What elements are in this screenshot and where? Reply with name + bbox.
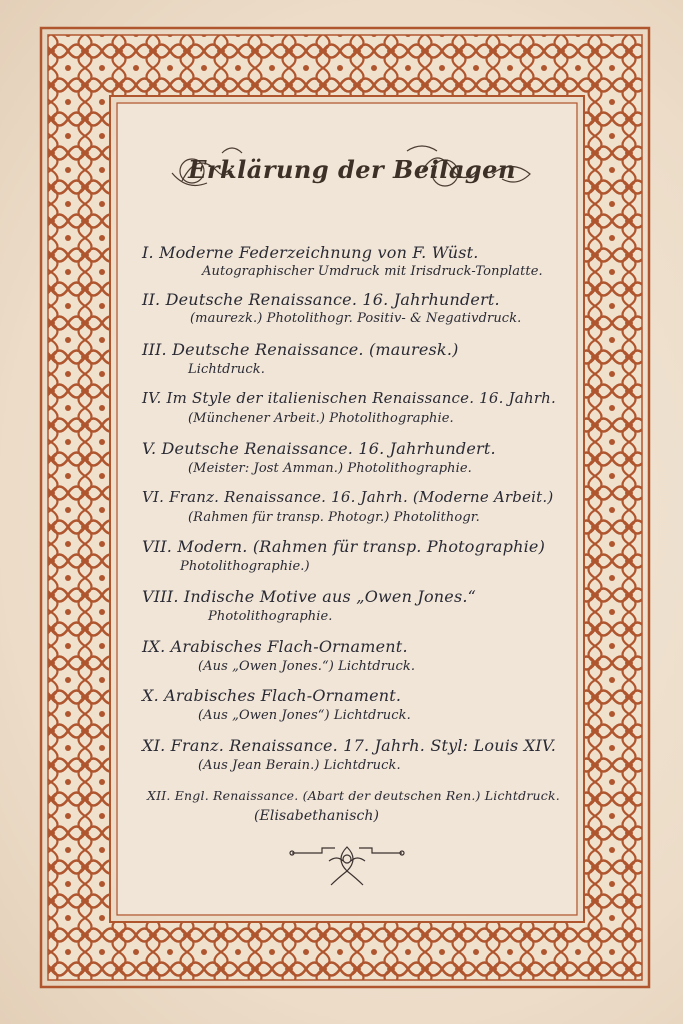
entry-detail: (maurezk.) Photolithogr. Positiv- & Negativdruck.	[190, 311, 522, 326]
entry-detail: (Münchener Arbeit.) Photolithographie.	[188, 411, 454, 426]
entry-heading: II. Deutsche Renaissance. 16. Jahrhundert.	[142, 290, 500, 309]
entry-detail: Photolithographie.)	[180, 559, 310, 574]
entry-detail: (Elisabethanisch)	[254, 808, 380, 824]
entry-detail: Lichtdruck.	[188, 362, 265, 377]
entry-heading: V. Deutsche Renaissance. 16. Jahrhundert.	[142, 439, 496, 458]
entry-heading: IX. Arabisches Flach-Ornament.	[142, 637, 408, 656]
entry-detail: (Aus „Owen Jones.“) Lichtdruck.	[198, 659, 416, 674]
entry-heading: VII. Modern. (Rahmen für transp. Photographie)	[142, 537, 546, 556]
legend-panel	[122, 105, 574, 910]
entry-heading: III. Deutsche Renaissance. (mauresk.)	[142, 340, 459, 359]
page-title: Erklärung der Beilagen	[188, 155, 516, 184]
entry-detail: Autographischer Umdruck mit Irisdruck-Tonplatte.	[202, 264, 543, 279]
closing-vignette-icon	[287, 843, 407, 889]
entry-heading: VI. Franz. Renaissance. 16. Jahrh. (Moderne Arbeit.)	[142, 488, 554, 506]
entry-heading: XI. Franz. Renaissance. 17. Jahrh. Styl: Louis XIV.	[142, 736, 557, 755]
entry-detail: (Aus Jean Berain.) Lichtdruck.	[198, 758, 401, 773]
entry-detail: (Aus „Owen Jones“) Lichtdruck.	[198, 708, 411, 723]
entry-heading: VIII. Indische Motive aus „Owen Jones.“	[142, 587, 477, 606]
entry-heading: XII. Engl. Renaissance. (Abart der deutschen Ren.) Lichtdruck.	[147, 788, 560, 803]
entry-heading: I. Moderne Federzeichnung von F. Wüst.	[142, 243, 479, 262]
entry-detail: Photolithographie.	[208, 609, 333, 624]
entry-detail: (Meister: Jost Amman.) Photolithographie.	[188, 461, 472, 476]
entry-heading: IV. Im Style der italienischen Renaissance. 16. Jahrh.	[142, 389, 557, 407]
title-block	[162, 141, 542, 201]
entry-heading: X. Arabisches Flach-Ornament.	[142, 686, 402, 705]
entry-detail: (Rahmen für transp. Photogr.) Photolithogr.	[188, 510, 480, 525]
